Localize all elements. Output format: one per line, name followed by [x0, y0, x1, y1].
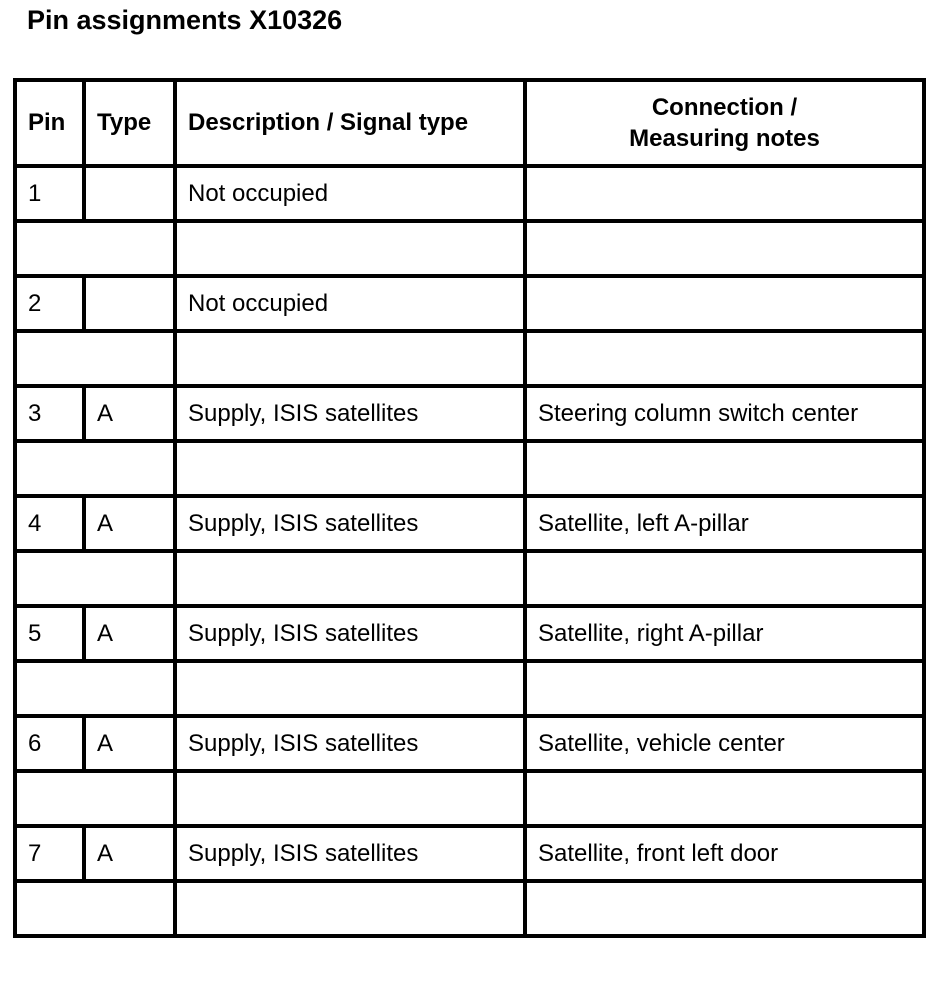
table-header-row [15, 80, 924, 166]
column-header-type: Type [84, 80, 175, 166]
description-cell: Supply, ISIS satellites [175, 716, 525, 771]
spacer-cell [525, 551, 924, 606]
spacer-cell [15, 771, 175, 826]
column-header-connection-line1: Connection / [651, 94, 798, 121]
table-row [15, 496, 924, 551]
spacer-cell [15, 441, 175, 496]
spacer-cell [525, 661, 924, 716]
type-cell [84, 276, 175, 331]
spacer-cell [15, 331, 175, 386]
connection-cell: Satellite, front left door [525, 826, 924, 881]
connection-cell: Satellite, vehicle center [525, 716, 924, 771]
spacer-cell [175, 881, 525, 936]
pin-cell: 6 [15, 716, 84, 771]
connection-cell: Satellite, left A-pillar [525, 496, 924, 551]
pin-cell: 7 [15, 826, 84, 881]
spacer-cell [175, 661, 525, 716]
description-cell: Supply, ISIS satellites [175, 826, 525, 881]
table-row [15, 606, 924, 661]
description-cell: Supply, ISIS satellites [175, 606, 525, 661]
spacer-cell [525, 771, 924, 826]
type-cell: A [84, 826, 175, 881]
page-title: Pin assignments X10326 [27, 5, 343, 35]
type-cell: A [84, 386, 175, 441]
spacer-row [15, 881, 924, 936]
spacer-cell [175, 221, 525, 276]
description-cell: Not occupied [175, 166, 525, 221]
connection-cell: Steering column switch center [525, 386, 924, 441]
connection-cell [525, 276, 924, 331]
pin-cell: 3 [15, 386, 84, 441]
pin-cell: 5 [15, 606, 84, 661]
table-row [15, 826, 924, 881]
spacer-cell [15, 661, 175, 716]
spacer-cell [15, 221, 175, 276]
spacer-cell [175, 551, 525, 606]
spacer-row [15, 441, 924, 496]
spacer-cell [15, 881, 175, 936]
type-cell: A [84, 716, 175, 771]
column-header-description: Description / Signal type [175, 80, 525, 166]
table-row [15, 716, 924, 771]
table-row [15, 386, 924, 441]
pin-cell: 1 [15, 166, 84, 221]
column-header-pin: Pin [15, 80, 84, 166]
type-cell: A [84, 496, 175, 551]
spacer-cell [525, 441, 924, 496]
table-row [15, 276, 924, 331]
spacer-cell [175, 771, 525, 826]
pin-cell: 4 [15, 496, 84, 551]
connection-cell [525, 166, 924, 221]
spacer-row [15, 661, 924, 716]
connection-cell: Satellite, right A-pillar [525, 606, 924, 661]
spacer-cell [525, 881, 924, 936]
table-row [15, 166, 924, 221]
description-cell: Supply, ISIS satellites [175, 386, 525, 441]
type-cell [84, 166, 175, 221]
spacer-row [15, 551, 924, 606]
spacer-cell [15, 551, 175, 606]
spacer-cell [525, 221, 924, 276]
spacer-row [15, 331, 924, 386]
spacer-row [15, 221, 924, 276]
description-cell: Not occupied [175, 276, 525, 331]
pin-cell: 2 [15, 276, 84, 331]
description-cell: Supply, ISIS satellites [175, 496, 525, 551]
spacer-cell [175, 441, 525, 496]
column-header-connection-line2: Measuring notes [629, 125, 820, 152]
pin-assignment-table [13, 78, 926, 938]
spacer-cell [175, 331, 525, 386]
column-header-connection [525, 80, 924, 166]
spacer-cell [525, 331, 924, 386]
spacer-row [15, 771, 924, 826]
type-cell: A [84, 606, 175, 661]
